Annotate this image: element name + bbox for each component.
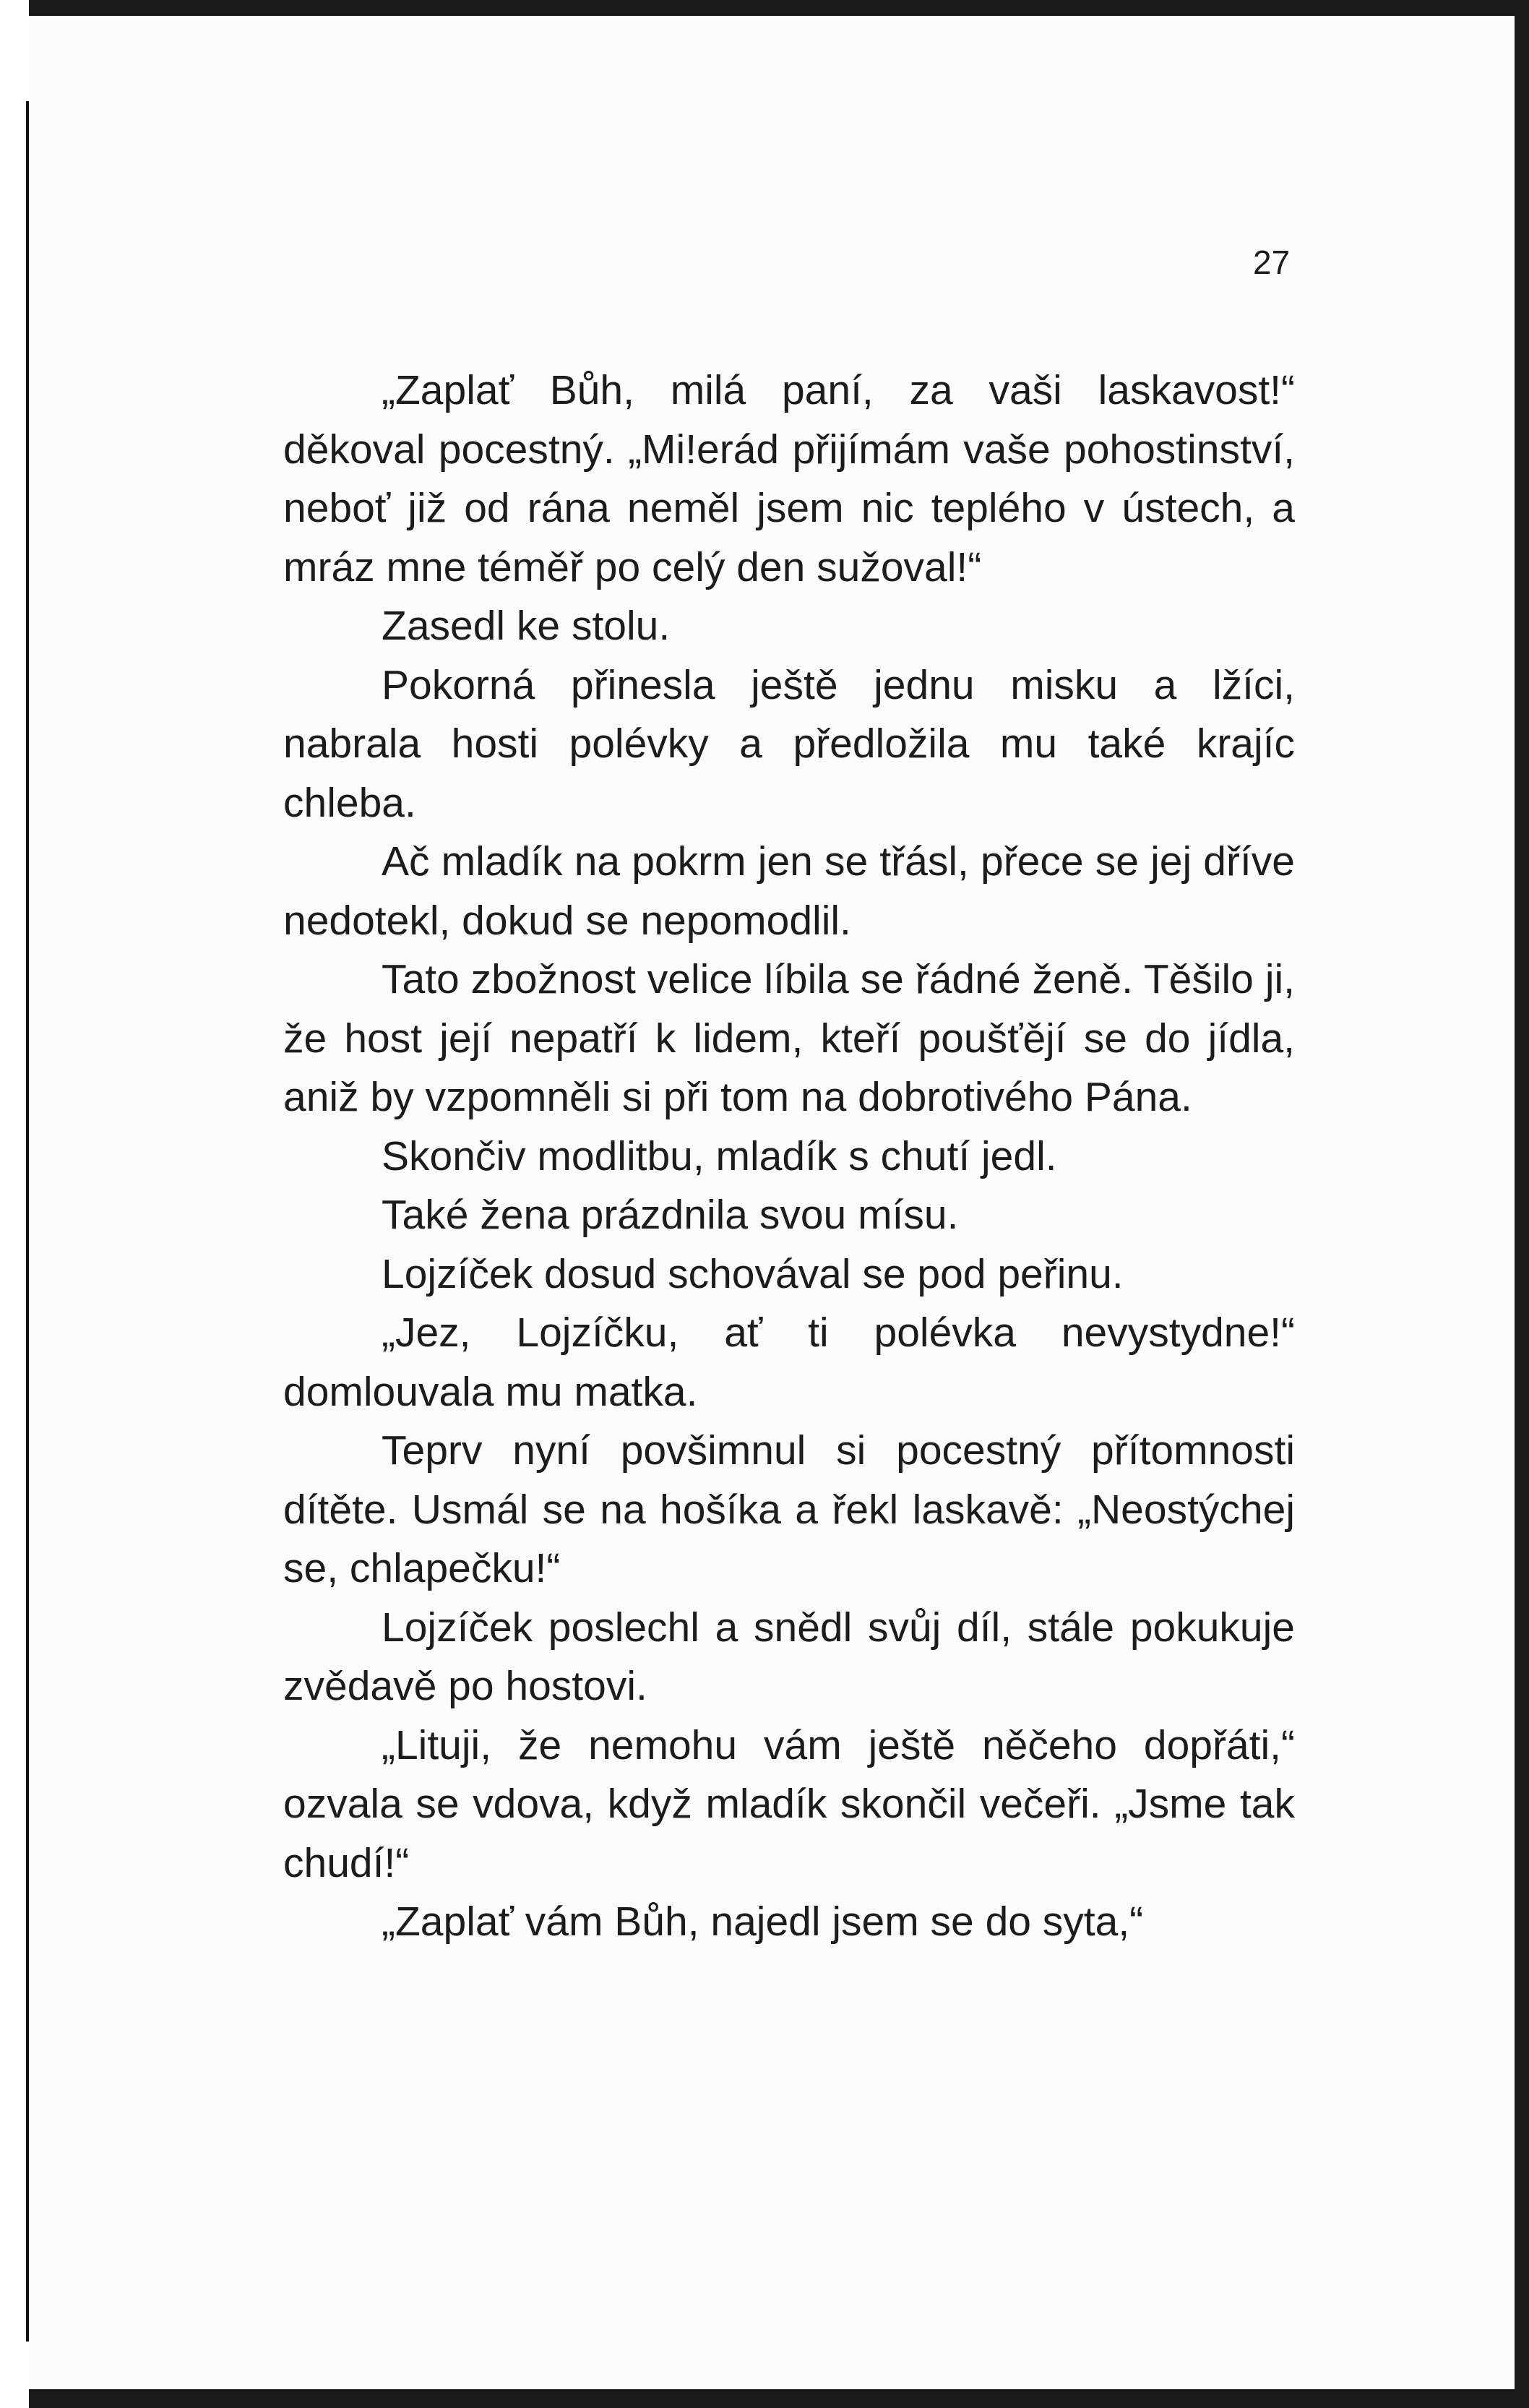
paragraph: Zasedl ke stolu. [382, 603, 671, 649]
paragraph: „Jez, Lojzíčku, ať ti polévka nevystydne!“ domlouvala mu matka. [283, 1310, 1295, 1415]
paragraph: Lojzíček dosud schovával se pod peřinu. [382, 1250, 1124, 1297]
paragraph: Ač mladík na pokrm jen se třásl, přece se jej dříve nedotekl, dokud se nepomodlil. [283, 838, 1295, 944]
paragraph: „Lituji, že nemohu vám ještě něčeho dopřáti,“ ozvala se vdova, když mladík skončil večeři. „Jsme tak chudí!“ [283, 1721, 1295, 1886]
paragraph: Skončiv modlitbu, mladík s chutí jedl. [382, 1132, 1057, 1179]
paragraph: „Zaplať Bůh, milá paní, za vaši laskavost!“ děkoval pocestný. „Mi!erád přijímám vaše pohostinství, neboť již od rána neměl jsem nic teplého v ústech, a mráz mne téměř po celý den sužoval!“ [283, 367, 1295, 590]
page-number: 27 [1253, 244, 1291, 281]
paragraph: Tato zbožnost velice líbila se řádné ženě. Těšilo ji, že host její nepatří k lidem, kteří poušťějí se do jídla, aniž by vzpomněli si při tom na dobrotivého Pána. [283, 956, 1295, 1120]
paragraph: Teprv nyní povšimnul si pocestný přítomnosti dítěte. Usmál se na hošíka a řekl laskavě: „Neostýchej se, chlapečku!“ [283, 1427, 1295, 1591]
paragraph: „Zaplať vám Bůh, najedl jsem se do syta,“ [382, 1899, 1144, 1945]
binding-edge [0, 0, 29, 2408]
paragraph: Také žena prázdnila svou mísu. [382, 1192, 959, 1238]
body-text [283, 361, 1295, 1952]
paragraph: Lojzíček poslechl a snědl svůj díl, stále pokukuje zvědavě po hostovi. [283, 1604, 1295, 1709]
paragraph: Pokorná přinesla ještě jednu misku a lžíci, nabrala hosti polévky a předložila mu také krajíc chleba. [283, 661, 1295, 826]
